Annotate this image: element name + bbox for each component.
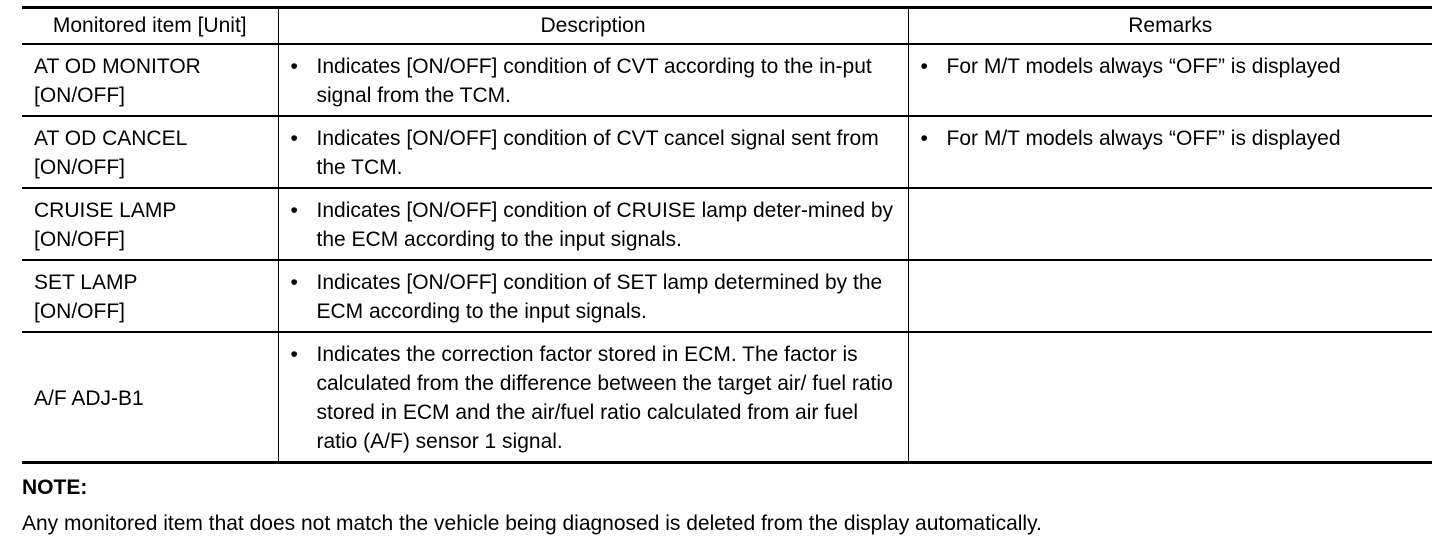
description-text: Indicates [ON/OFF] condition of SET lamp determined by the ECM according to the input signals. [316, 271, 883, 323]
remarks-cell [908, 260, 1432, 332]
description-text: Indicates the correction factor stored in ECM. The factor is calculated from the difference between the target air/ fuel ratio stored in ECM and the air/fuel ratio calculated from air fuel ratio (A/F) sensor 1 signal. [316, 343, 893, 453]
bullet: • [920, 55, 928, 78]
description-text: Indicates [ON/OFF] condition of CVT cancel signal sent from the TCM. [316, 127, 879, 179]
item-cell [22, 44, 278, 116]
note-body: Any monitored item that does not match the vehicle being diagnosed is deleted from the display automatically. [22, 512, 1042, 535]
remarks-cell [908, 116, 1432, 188]
bullet: • [290, 55, 298, 78]
monitor-table [22, 6, 1432, 464]
bullet: • [290, 127, 298, 150]
table-row [22, 116, 1432, 188]
bullet: • [920, 127, 928, 150]
bullet: • [290, 343, 298, 366]
item-name: AT OD CANCEL [34, 127, 188, 150]
table-row [22, 44, 1432, 116]
description-cell [278, 116, 908, 188]
table-row [22, 332, 1432, 463]
header-monitored-item: Monitored item [Unit] [22, 8, 278, 45]
document [22, 6, 1432, 538]
description-text: Indicates [ON/OFF] condition of CVT according to the in-put signal from the TCM. [316, 55, 872, 107]
table-row [22, 188, 1432, 260]
header-remarks: Remarks [908, 8, 1432, 45]
item-unit: [ON/OFF] [34, 156, 125, 179]
description-cell [278, 332, 908, 463]
item-cell [22, 188, 278, 260]
item-cell [22, 116, 278, 188]
description-cell [278, 188, 908, 260]
remarks-text: For M/T models always “OFF” is displayed [946, 55, 1341, 78]
item-cell [22, 260, 278, 332]
header-description: Description [278, 8, 908, 45]
remarks-cell [908, 188, 1432, 260]
remarks-cell [908, 44, 1432, 116]
item-name: AT OD MONITOR [34, 55, 201, 78]
description-text: Indicates [ON/OFF] condition of CRUISE lamp deter-mined by the ECM according to the input signals. [316, 199, 894, 251]
item-unit: [ON/OFF] [34, 228, 125, 251]
description-cell [278, 44, 908, 116]
bullet: • [290, 199, 298, 222]
remarks-cell [908, 332, 1432, 463]
item-name: SET LAMP [34, 271, 138, 294]
item-unit: [ON/OFF] [34, 84, 125, 107]
item-name: A/F ADJ-B1 [34, 386, 144, 410]
table-header-row [22, 8, 1432, 45]
table-row [22, 260, 1432, 332]
note-title: NOTE: [22, 476, 88, 499]
description-cell [278, 260, 908, 332]
bullet: • [290, 271, 298, 294]
item-name: CRUISE LAMP [34, 199, 177, 222]
item-cell [22, 332, 278, 463]
remarks-text: For M/T models always “OFF” is displayed [946, 127, 1341, 150]
item-unit: [ON/OFF] [34, 300, 125, 323]
